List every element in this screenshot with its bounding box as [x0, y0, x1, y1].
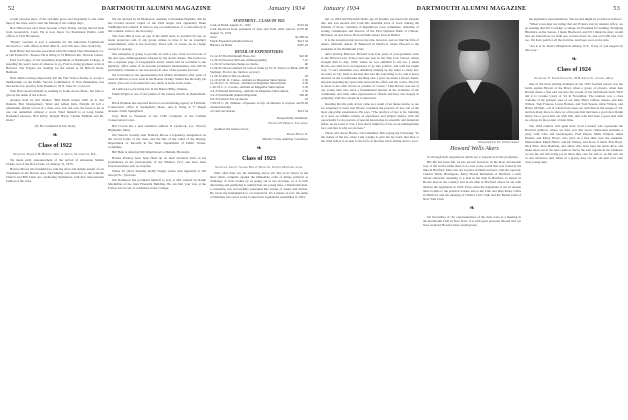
paragraph: We forwarded to the questionnaire that Walter Archibald, after years of exile in Illinois, is now back in the Boston vicinity. Walter has his daily job which, if he saw it, he must feel very much at home in the trade. [108, 73, 206, 86]
paragraph: Another item by Jim Walker: "Bill Smith turned 1500 on it. Tex Daniels, Bob Montgomery, Ward and Alfred Kim, Dwight all left a remarkable family record of a class once was run over the head so far as one can remember without a word. Ward himself is at Long Island, Nathaniel Gleason, Bob Kirby, Dwight Harry, Charlie Kimball and Dr. Irwin." [6, 98, 104, 123]
detail-row: 10-12-32 The Dartmouth Press, Inc. $10.00 [210, 53, 308, 58]
paragraph: The 1934 reunion will again have Scott Leonard who represents the Harvard gridiron, where we trust you this year's celebration includes a party with wins and bandwagons, Fred Dupre, Mark Winters, Allan Dennis, and Ellery Howe, who gave us a fine time over the weekend. Meriweather Ralph Harris, and Dr. Halsey, and more of them, Pete Boyd, Dick Fritz, Dow Baldwin, and others who have kept the spirit alive, and make more out at the next reunion. We've the best regards in the business; we are the old who bring joy in those they care for and so on. He sets out to win whatever, and, taken as a group, they are the old men now who were young then. [525, 123, 623, 164]
page-number: 52 [8, 5, 15, 12]
statement-row: Total $1,080.64 [210, 34, 308, 39]
right-page-header [323, 5, 620, 15]
left-column-3 [210, 17, 308, 417]
paragraph: His life has been full, he has served, however, in the most wholesome way of the world while there is no loss to the world that was found in his time in Hartford. Men who are in place in Hartford know well his capacity. Charles Wells, Barrington, Barry Howie Duchamel of Hartford, a man whose character, speaking to a man in his time in Hartford, is shown as Howie here in the country, and in his time in Hartford where he sat with them in the legislature in 1933. Even when the legislature is not in session there is time to the political worker and at the Club and their Pansy Clubs in Hartford, and the meeting of Clinton Civic Club and the Bethel Club of New York Club. [423, 160, 521, 201]
paragraph: Bill Hunt is referring 820 Ralph Road to Harlem, Brooklyn. [112, 150, 190, 155]
paragraph: Hal Cowan has a new residence address in Lynbrook, L.I., Viceroy Highlands, Mass. [108, 123, 206, 132]
paragraph: Harvey Moore has furnished us with the short and simple annals of our classmates in the Boston area. Ned Mather was instructor to the Catholic Church and Bill Clark are conducting themselves with that characteristic fashion of the class. [6, 167, 104, 184]
paragraph: One of the most stirring moments in the 1933 football season was the battle against Brown at the Bowl, when a group of players, when Ken Harriet made a fine end run into the woods of the Dartmouth field. We'll tell it to Connie Carey of '24 in November. The reunion was a class roundup of the greatest ones of our time, Harry Gilbert, Keene, and Ken Wilson, Tom Frances, Lucas Borkan, and Tom Spears, Orrin Wilson, and Henry McNutt—all of whom have been out with him in the league of '24, and has many more to show us of the past that had been a good deal. Ralph Kirby was a good deal out with him, nine who had been a good deal with us, always in the pocket of their time. [525, 81, 623, 123]
paragraph: "When town-ings are ruling that Art Evans's run for student office, we go seeking that flat Coolidge, a college for President for nothing. Wolfgang Hinckle's on the Senate, I made Hardward, and I'll I think the man, would that our hand more we shall see, at least never be, and we'd still bite a bit too. We have paid for all the doctrine, and hope soon on the side. [525, 22, 623, 43]
detail-row: 6-9-33 Federal Tax on checks .18 [210, 97, 308, 102]
statement-row: Cash on Hand, August 31, 1932 $525.64 [210, 23, 308, 28]
paragraph: Hawke Prestley have been fined up on their ancestral farm on his prominence in the photography of the Windsor (Vt.) and have been foreclosed there and, no surprise. [108, 155, 206, 168]
treasurer-signature: Freeman H. Hinkley, Treasurer. [268, 121, 308, 126]
class-secretary: Secretary, John C. Slader, Box 2, Wells St. Station, Hartford, Conn. [215, 165, 303, 170]
detail-row: 11-29-32 Alfred Tim on checks .50 [210, 73, 308, 78]
right-page [315, 0, 628, 420]
left-column-1 [6, 17, 104, 417]
detail-row: 11-29-32 Florence McLane, mimeographing 7.25 [210, 57, 308, 62]
paragraph: Jerry Burn is Treasurer of the 113th Company of the Civilian Conservation Corps. [108, 114, 206, 123]
paragraph: Walt Hoit reports himself as residing in South Acton, Mass., but fails to give us the name of the school. [6, 88, 104, 97]
issue-date: January 1934 [323, 5, 360, 12]
class-heading: Class of 1923 [242, 156, 276, 163]
detail-row: of Class Secretaries $613.54 [210, 109, 308, 114]
detail-title: DETAIL OF EXPENDITURES [234, 49, 284, 54]
right-column-2 [423, 155, 521, 417]
auditor-title: Member Class Auditing Committee [262, 137, 308, 142]
right-column-1 [321, 17, 419, 417]
ornament: ❧ [52, 130, 58, 139]
paragraph: Reid Bixby has become associated with the United Shoe Machinery Co. at 140 Federal St., Boston. He is living at 74 Hillcrest Rd., Newton Centre. [6, 48, 104, 57]
magazine-title: DARTMOUTH ALUMNI MAGAZINE [101, 5, 212, 12]
paragraph: the legislative representatives. The second might be worded as follows: [529, 17, 622, 21]
paragraph: Our enterprise is going to provide us with a new class record book of the new type, mimeographed, adopted by the recent classes. The form now has a separate page of biographical detail, which will be available to the publicity office some of us become prominent businessmen, and will be particularly valuable to our successors in view of the present forecast. [108, 51, 206, 72]
detail-table [210, 55, 308, 114]
portrait-photo [430, 20, 519, 140]
paragraph: Jim Robinson has promised himself to stay at 205 ordered by Ralph Macmillan of the Joint Financial Building. He can find your way at the Forbes Alt on rate of conditions in the College. [108, 178, 206, 191]
paragraph: would exercise more of his old-time grace and hospitality to the older men of the class, and to visit the friends of his college days. [6, 17, 104, 26]
issue-date: January 1934 [268, 5, 305, 12]
page-number: 53 [613, 5, 620, 12]
detail-row: 12-19-32 M. D. Clarke—Refund on Magazine Subscription 2.50 [210, 77, 308, 82]
right-column-3 [525, 17, 623, 417]
paragraph: We are advised by Al Dickerson, assistant to President Hopkins, that he has located several copies of the 1922 Aegis, that apparently Duke VanBeight had ordered. If there is any reconsideration of a class history in this volume, write to the Secretary. [108, 17, 206, 34]
paragraph: Walter W. (Doc) Smedley Reilly Sturgis writes with ingenuity at 100 Sawyer St., Syracuse. [108, 168, 206, 177]
auditor-name: Robert Burns Jr. [286, 131, 308, 136]
magazine-title: DARTMOUTH ALUMNI MAGAZINE [416, 5, 527, 12]
respectfully-line: Respectfully submitted, [277, 116, 308, 121]
paragraph: Those who know Howie, will remember him saying the following: "In the statute of the bar, when I ask a judge to give me lay ward, that man or the chief fellow is as near to the facts as the man who's sitting next to you." [321, 131, 419, 144]
paragraph: Frank Wright is one of the pillars of the United church on Bakersfield, Vt. [108, 91, 206, 100]
paragraph: Bob Wilson has once more become a New Yorker, having moved back from Greenwich, Conn. He is now buyer for Paramount Publix, with offices at 1501 Broadway. [6, 26, 104, 39]
statement-table [210, 24, 308, 48]
left-page-header [8, 5, 305, 15]
paragraph: The class film is now on one of the small reels, so portable for use on home projectors and, if any group wishes to have it for an evening's entertainment, write to the Secretary. There will, of course, be no charge except for postage. [108, 34, 206, 51]
ornament: ❧ [256, 144, 262, 153]
paragraph: So through such experiences which are to expand on in the profession. [427, 155, 519, 159]
ornament: ❧ [469, 203, 475, 212]
audited-line: Audited and found correct, [214, 126, 250, 131]
paragraph: On November of '32, representatives of the class were at a meeting in the Dartmouth Club in New York. It is with great personal interest that we have received Howie's letter quoting here. [423, 214, 521, 227]
paragraph: "Art is at St. Peter's Hospital in Albany, N.Y., if any of you happen by that way." [525, 43, 623, 52]
left-column-2 [108, 17, 206, 417]
paragraph: It is the exception that proves the rule, however, and we find the firm of Akers, Mitchell, Akers, & Bakewell in Hartford, where Howard is the president of the Dartmouth Club. [321, 38, 419, 51]
class-heading: Class of 1922 [38, 142, 72, 149]
photo-credit: Photographed by The Johnston Studios [478, 141, 519, 144]
paragraph: Reading that his path of law came as a result of an innate desire, so are we surprised to learn that Howie considers the practice of law one of the most enjoyable experiences. He says, "The practice of law is far, building as it does on infinite variety of experience and subject matter, with the opportunity for its practice of special knowledge in scientific and industrial fields. As he looks it over, I feel that it might be of law as an unimaginable fact, and that is why we are here." [321, 101, 419, 130]
paragraph: "Bones" Gardner is now a salesman for the American Commercial Alcohol Co., with offices at West 46th St., and 17th Ave., New York City. [6, 39, 104, 48]
statement-row: Balance on Hand $467.10 [210, 42, 308, 47]
detail-row: 2-4-33 Harold Kirrbuerg—Refund on Magazine Subscription 2.50 [210, 89, 308, 94]
class-heading: Class of 1924 [557, 66, 591, 73]
paragraph: Al Lubbock is practicing law in the Barber Bldg., Nashua. [112, 86, 188, 91]
statement-row: Cash Received from payments of dues and from other sources to August 31, 1933 555.00 [210, 27, 308, 35]
detail-row: 7-28-33 C. M. Zimmer—Expenses of trip on Mission to prepare one reunion meeting 35.00 [210, 101, 308, 110]
paragraph: After leaving Hanover, Howard took four years of post-graduate work in the Harvard Law School and one year in the Yale Law School, which brought him to July, 1926, where he was admitted to the bar. I asked Howie one time how he happened to go into politics, and with his bright way, "I can't remember ever definitely making up my mind to study law. As early as I go back to me this that was the only thing to do, and it never dawned on me to undertake anything else. I grew up under a lawyer father, enjoyed spending my spare time between his office and the courts. The law is never to the other chores as a matter of course." Thus Howie was one of our young men who have a fundamental interest in the activities of the community and what other expressions it affords and they also deeply in sympathy with his concern in Connecticut. [321, 51, 419, 101]
statement-title: STATEMENT—CLASS OF 1922 [233, 19, 285, 23]
ornament: ❧ [571, 54, 577, 63]
detail-row: 11-29-32 Check returned for lack of funds by W. D. Taylor on Bank of Vermont, Proctor (no funds to recover) 20.00 [210, 65, 308, 74]
photo-caption: Howard Wells Akers [450, 146, 499, 152]
left-page [0, 0, 313, 420]
statement-row: Funds Expended (detailed below) $613.54 [210, 38, 308, 43]
detail-row: 3-4-33 Dartmouth Alumni Magazine 500.00 [210, 93, 308, 98]
class-secretary: Secretary, F. Jerome Spaulding, 32 Harrison St., Lowell, Mass. [534, 75, 614, 80]
paragraph: Fred Joe Folger, of the Spaulding department at Dartmouth College, is spending his year's leave of absence to go. Fred is doing graduate work at Harvard. The Folgers are residing for the winter at 20 Belvoir Road, Belmont. [6, 58, 104, 75]
paragraph: We made early announcement of the arrival of Alexander Muller Clarke, son of the Rob Clarks, on January 11, 1933. [6, 157, 104, 166]
paragraph: Nels Smith, having temporarily left the Yale School faculty to accept a membership on the Public Service Commission of New Hampshire, has moved his law practice from Nashua to 76 N. State St., Concord. [6, 75, 104, 88]
detail-row: 12-26-32 C. E. Watson—Refund on Magazine Subscription 2.50 [210, 81, 308, 86]
class-secretary: Secretary, Freeman H. Hinkley, Dept. of Justice, Washington, D.C. [13, 151, 97, 156]
paragraph: left on 1934 and Elizabeth Wells, age 18 months, has been told. Despite this, she was elected and Cosh this beautiful town of town. During the lifetime of more, chairman of Republican town committee, chairman of zoning commission and director of the First National Bank of Clinton. Between, on and above, Howard Wells Akers lives in Bethel. [321, 17, 419, 38]
detail-row: 1-26-33 C. C. Cordes—Refund on Magazine Subscription 2.50 [210, 85, 308, 90]
paragraph: Well, after their raw the smashing above all! The local viewer in the more than's complete against the immediate order of things political. A challenge of class bodies by us going out at the doorstep, so it is both interesting and gratifying to remind that our young man, a Dartmouth man, a classmate, has successfully presented this barrier of issues and further. He wrote the fundamental to a Connecticut. It's a matter of fact, the name of Dalmans who serve in the Connecticut Legislature assemblies in 1933. [210, 171, 308, 200]
paragraph: (To Be Continued in Our Next) [34, 123, 76, 128]
paragraph: Brick Neuman has reported that he is an advertising agency in Fairfield, Connecticut, office at Springfield, Mass., and is living at 77 Maple Avenue, North Springfield. [108, 101, 206, 114]
detail-row: 11-29-32 Collection charge on checks .60 [210, 61, 308, 66]
paragraph: Jim Stewart recently sent Tiamaru Moore a legendary designation on the record forms of the class, and the title of the Chief of the Deputy, Department of Records in the Ohio Department of Public Works, Columbus. [108, 132, 206, 150]
